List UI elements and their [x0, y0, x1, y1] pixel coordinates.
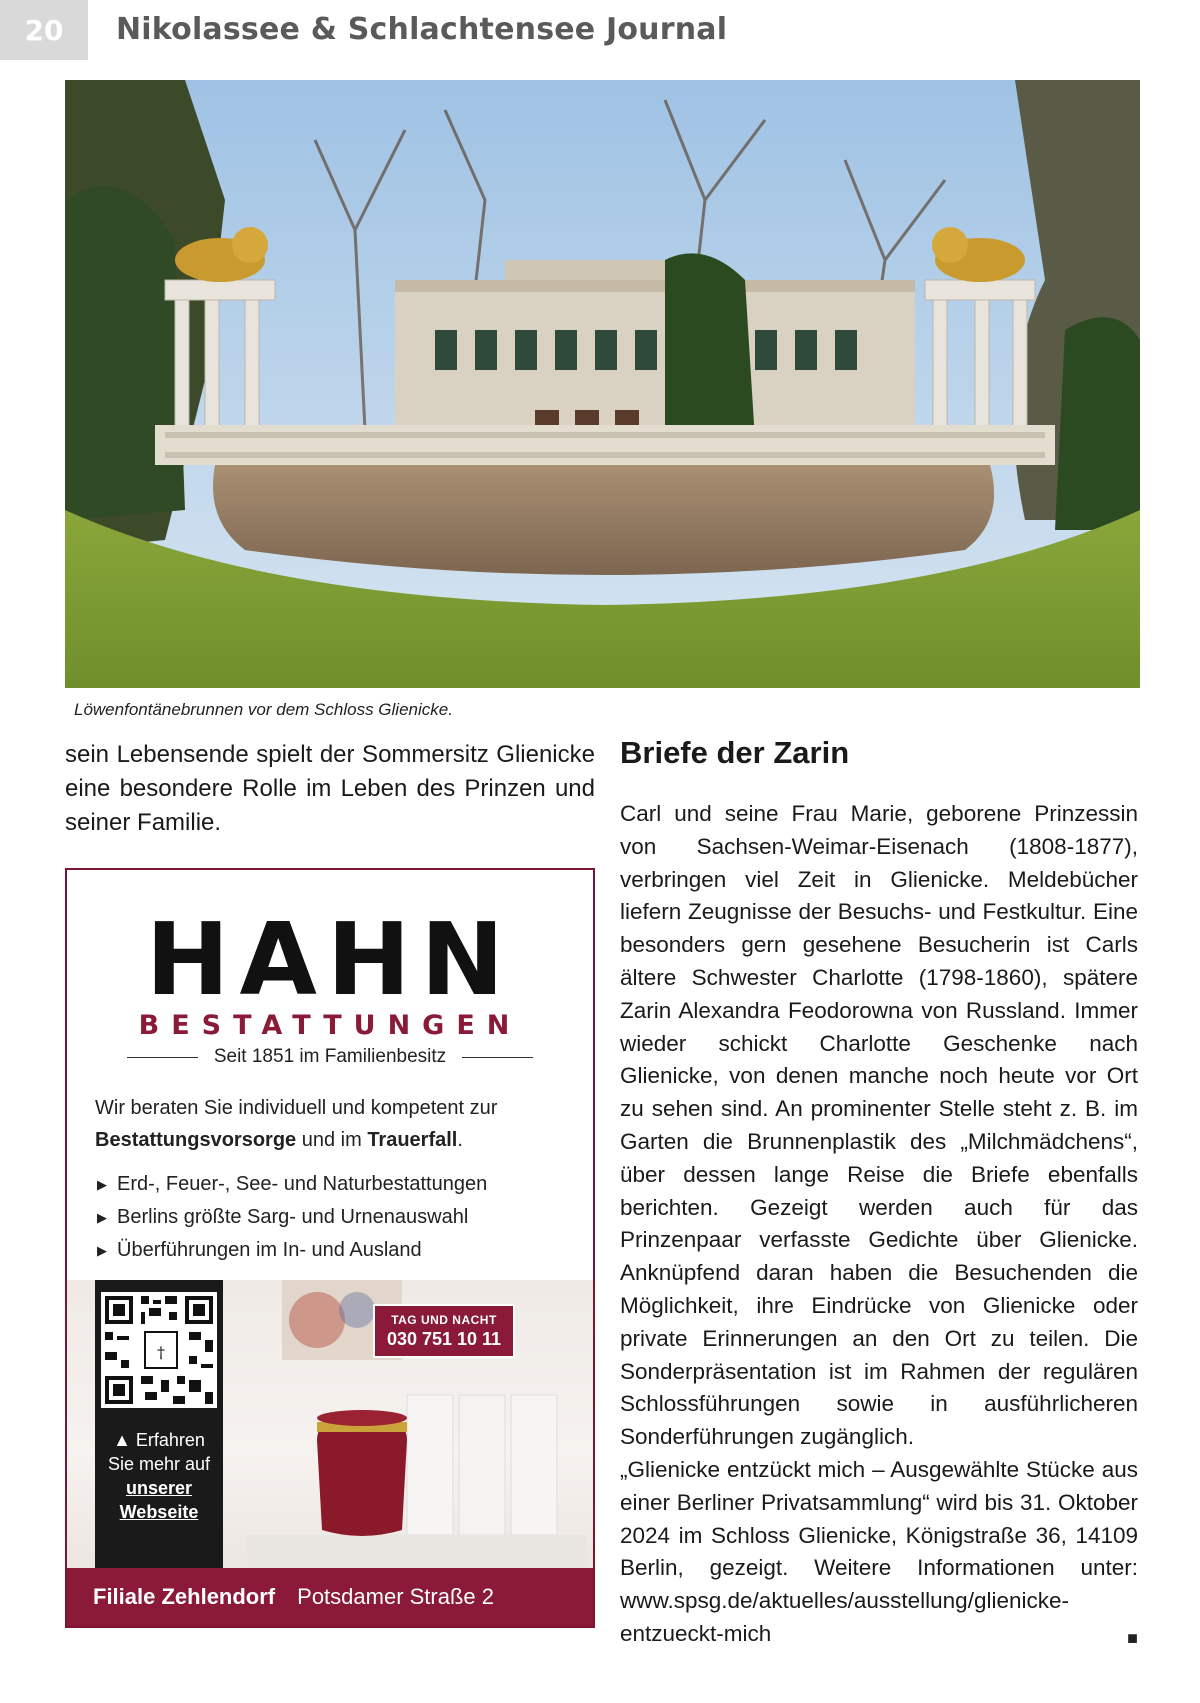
since-text: Seit 1851 im Familienbesitz [213, 1046, 447, 1067]
qr-code-icon[interactable] [101, 1292, 217, 1408]
qr-line: ▲ Erfahren [113, 1430, 205, 1450]
journal-title: Nikolassee & Schlachtensee Journal [116, 12, 728, 47]
intro-text: und im [296, 1129, 368, 1151]
list-item [95, 1168, 487, 1201]
intro-bold: Bestattungsvorsorge [95, 1129, 297, 1151]
palace-photo [65, 80, 1140, 688]
qr-code-panel[interactable] [95, 1280, 223, 1570]
service-list [95, 1168, 487, 1267]
qr-code-graphic [101, 1292, 217, 1408]
list-item-text: Erd-, Feuer-, See- und Naturbestattungen [117, 1173, 488, 1195]
palace-illustration [65, 80, 1140, 688]
intro-text: Wir beraten Sie individuell und kompetent zur [95, 1097, 498, 1119]
left-column-text: sein Lebensende spielt der Sommersitz Glienicke eine besondere Rolle im Leben des Prinzen und seiner Familie. [65, 741, 595, 836]
bullet-triangle-icon: ▶ [97, 1243, 107, 1258]
bullet-triangle-icon: ▶ [97, 1177, 107, 1192]
article-heading: Briefe der Zarin [620, 735, 850, 770]
branch-address: Potsdamer Straße 2 [297, 1584, 495, 1609]
bullet-triangle-icon: ▶ [97, 1210, 107, 1225]
hahn-advertisement [65, 868, 595, 1628]
phone-box[interactable] [373, 1304, 515, 1358]
article-body [620, 798, 1138, 1655]
list-item-text: Berlins größte Sarg- und Urnenauswahl [117, 1206, 469, 1228]
end-mark-icon: ■ [1127, 1627, 1138, 1648]
branch-name: Filiale Zehlendorf [93, 1584, 276, 1609]
article-paragraph [620, 1454, 1138, 1651]
phone-number[interactable]: 030 751 10 11 [386, 1329, 502, 1349]
list-item-text: Überführungen im In- und Ausland [117, 1239, 422, 1261]
article-paragraph: Carl und seine Frau Marie, geborene Prinzessin von Sachsen-Weimar-Eisenach (1808-1877), verbringen viel Zeit in Glienicke. Meldebücher liefern Zeugnisse der Besuchs- und Festkultur. Eine besonders gern gesehene Besucherin ist Carls ältere Schwester Charlotte (1798-1860), spätere Zarin Alexandra Feodorowna von Russland. Immer wieder schickt Charlotte Geschenke nach Glienicke, von denen manche noch heute vor Ort zu sehen sind. An prominenter Stelle steht z. B. im Garten die Brunnenplastik des „Milchmädchens“, über dessen lange Reise die Briefe ebenfalls berichten. Gezeigt werden auch für das Prinzenpaar verfasste Gedichte über Glienicke. Anknüpfend daran haben die Besuchenden die Möglichkeit, ihre Eindrücke von Glienicke oder private Erinnerungen an den Ort zu teilen. Die Sonderpräsentation ist im Rahmen der regulären Schlossführungen sowie in ausführlicheren Sonderführungen zugänglich. [620, 801, 1138, 1450]
page-number: 20 [0, 0, 88, 60]
list-item [95, 1201, 487, 1234]
divider [127, 1057, 198, 1058]
since-line [127, 1046, 533, 1068]
qr-line: Sie mehr auf [107, 1454, 211, 1474]
qr-text [95, 1428, 223, 1524]
website-link[interactable]: Webseite [119, 1502, 199, 1522]
article-paragraph-text: „Glienicke entzückt mich – Ausgewählte Stücke aus einer Berliner Privatsammlung“ wird bis 31. Oktober 2024 im Schloss Glienicke, Königstraße 36, 14109 Berlin, gezeigt. Weitere Informationen unter: www.spsg.de/aktuelles/ausstellung/glienicke-entzueckt-mich [620, 1456, 1138, 1646]
tag-label: TAG UND NACHT [391, 1313, 497, 1327]
hahn-logo: HAHN [145, 901, 515, 1018]
ad-footer [67, 1568, 593, 1626]
svg-text:†: † [157, 1343, 165, 1362]
intro-bold: Trauerfall [367, 1129, 458, 1151]
list-item [95, 1234, 487, 1267]
intro-text: . [457, 1129, 463, 1151]
ad-intro [95, 1092, 565, 1156]
hahn-logo-subtitle: BESTATTUNGEN [138, 1010, 522, 1041]
ad-urn-image [67, 1280, 593, 1570]
divider [462, 1057, 533, 1058]
website-link[interactable]: unserer [125, 1478, 193, 1498]
photo-caption: Löwenfontänebrunnen vor dem Schloss Glienicke. [74, 700, 453, 719]
